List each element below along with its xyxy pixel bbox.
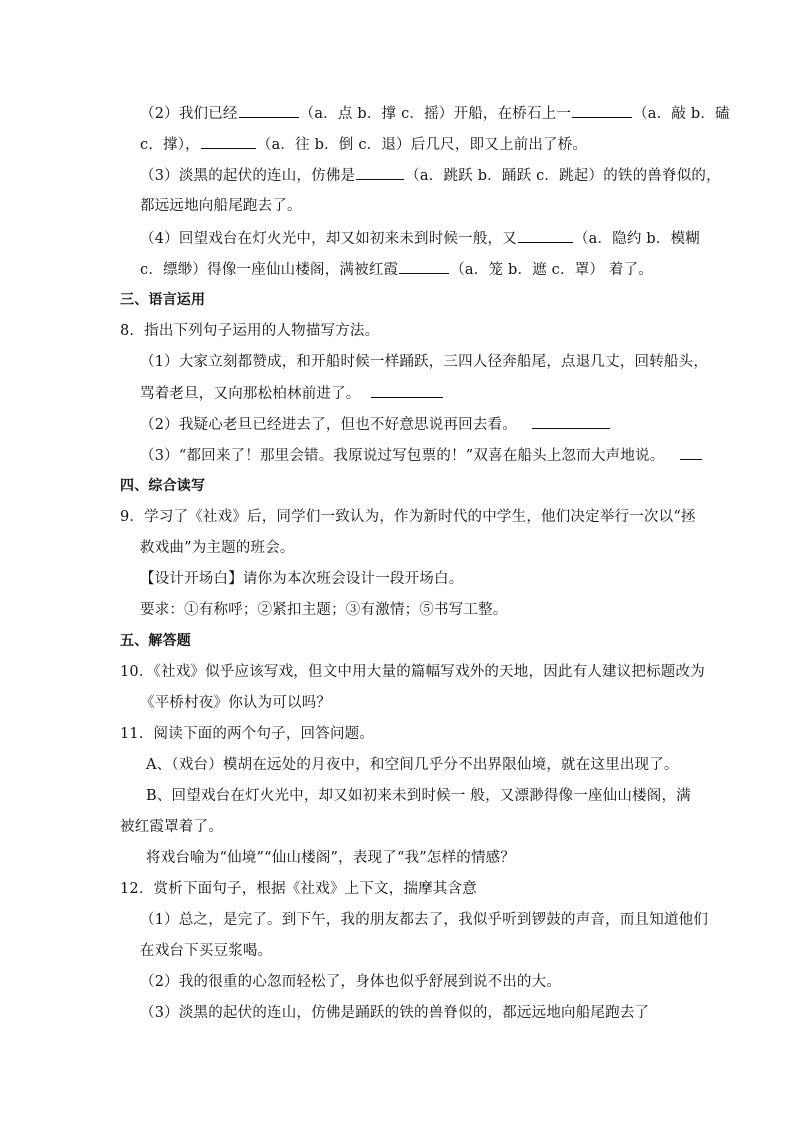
text: （a．跳跃 b．踊跃 c．跳起）的铁的兽脊似的， bbox=[405, 168, 721, 184]
text: 骂着老旦，又向那松柏林前进了。 bbox=[140, 386, 361, 402]
q7-item-4-line-1 bbox=[140, 226, 700, 250]
answer-blank bbox=[201, 132, 256, 149]
answer-blank bbox=[371, 381, 443, 398]
q7-item-4-line-2 bbox=[140, 257, 653, 281]
text: （4）回望戏台在灯火光中，却又如初来未到时候一般，又 bbox=[140, 231, 517, 247]
q12-stem: 12．赏析下面句子，根据《社戏》上下文，揣摩其含意 bbox=[120, 881, 477, 897]
q8-stem: 8．指出下列句子运用的人物描写方法。 bbox=[120, 323, 380, 339]
q12-item-2: （2）我的很重的心忽而轻松了，身体也似乎舒展到说不出的大。 bbox=[140, 974, 562, 990]
q9-requirements: 要求：①有称呼；②紧扣主题；③有激情；⑤书写工整。 bbox=[140, 602, 508, 618]
q8-item-2 bbox=[140, 412, 611, 436]
q12-item-1-line-1: （1）总之，是完了。到下午，我的朋友都去了，我似乎听到锣鼓的声音，而且知道他们 bbox=[140, 912, 709, 928]
q10-line-1: 10．《社戏》似乎应该写戏，但文中用大量的篇幅写戏外的天地，因此有人建议把标题改为 bbox=[120, 664, 705, 680]
text: c．撑）， bbox=[140, 137, 200, 153]
text: （3）淡黑的起伏的连山，仿佛是 bbox=[140, 168, 356, 184]
text: （a．敲 b．磕 bbox=[633, 106, 730, 122]
q9-stem-line-2: 救戏曲”为主题的班会。 bbox=[140, 540, 295, 556]
text: （a．点 b．撑 c．摇）开船，在桥石上一 bbox=[299, 106, 572, 122]
q11-stem: 11．阅读下面的两个句子，回答问题。 bbox=[120, 726, 375, 742]
q10-line-2: 《平桥村夜》你认为可以吗？ bbox=[140, 695, 332, 711]
answer-blank bbox=[572, 101, 632, 118]
q11-sentence-b-line-2: 被红霞罩着了。 bbox=[120, 819, 223, 835]
q12-item-3: （3）淡黑的起伏的连山，仿佛是踊跃的铁的兽脊似的，都远远地向船尾跑去了 bbox=[140, 1005, 650, 1021]
text: （3）“都回来了！那里会错。我原说过写包票的！”双喜在船头上忽而大声地说。 bbox=[140, 448, 665, 464]
text: （2）我们已经 bbox=[140, 106, 238, 122]
answer-blank bbox=[532, 412, 610, 429]
q8-item-3 bbox=[140, 443, 703, 467]
text: （a．笼 b．遮 c．罩） 着了。 bbox=[450, 262, 654, 278]
answer-blank bbox=[399, 257, 449, 274]
q8-item-1-line-2 bbox=[140, 381, 444, 405]
q7-item-3-line-2 bbox=[140, 194, 302, 218]
answer-blank bbox=[356, 163, 404, 180]
q9-stem-line-1: 9．学习了《社戏》后，同学们一致认为，作为新时代的中学生，他们决定举行一次以“拯 bbox=[120, 509, 696, 525]
q7-item-2-line-1 bbox=[140, 101, 730, 125]
answer-blank bbox=[518, 226, 573, 243]
q7-item-2-line-2 bbox=[140, 132, 587, 156]
section-heading-language-use: 三、语言运用 bbox=[120, 292, 206, 308]
answer-blank bbox=[239, 101, 299, 118]
text: c．缥缈）得像一座仙山楼阁，满被红霞 bbox=[140, 262, 399, 278]
section-heading-answer-questions: 五、解答题 bbox=[120, 633, 191, 649]
text: （a．往 b．倒 c．退）后几尺，即又上前出了桥。 bbox=[256, 137, 588, 153]
section-heading-reading-writing: 四、综合读写 bbox=[120, 478, 206, 494]
q11-sentence-b-line-1: B、回望戏台在灯火光中，却又如初来未到时候一 般，又漂渺得像一座仙山楼阁，满 bbox=[146, 788, 691, 804]
answer-blank bbox=[680, 443, 702, 460]
q11-question: 将戏台喻为“仙境”“仙山楼阁”，表现了“我”怎样的情感？ bbox=[146, 850, 516, 866]
q8-item-1-line-1: （1）大家立刻都赞成，和开船时候一样踊跃，三四人径奔船尾，点退几丈，回转船头， bbox=[140, 354, 709, 370]
text: （2）我疑心老旦已经进去了，但也不好意思说再回去看。 bbox=[140, 417, 517, 433]
q11-sentence-a: A、（戏台）模胡在远处的月夜中，和空间几乎分不出界限仙境，就在这里出现了。 bbox=[146, 757, 679, 773]
text: 都远远地向船尾跑去了。 bbox=[140, 198, 302, 214]
q12-item-1-line-2: 在戏台下买豆浆喝。 bbox=[140, 943, 273, 959]
q7-item-3-line-1 bbox=[140, 163, 721, 187]
q9-task: 【设计开场白】请你为本次班会设计一段开场白。 bbox=[140, 571, 464, 587]
text: （a．隐约 b．模糊 bbox=[573, 231, 700, 247]
